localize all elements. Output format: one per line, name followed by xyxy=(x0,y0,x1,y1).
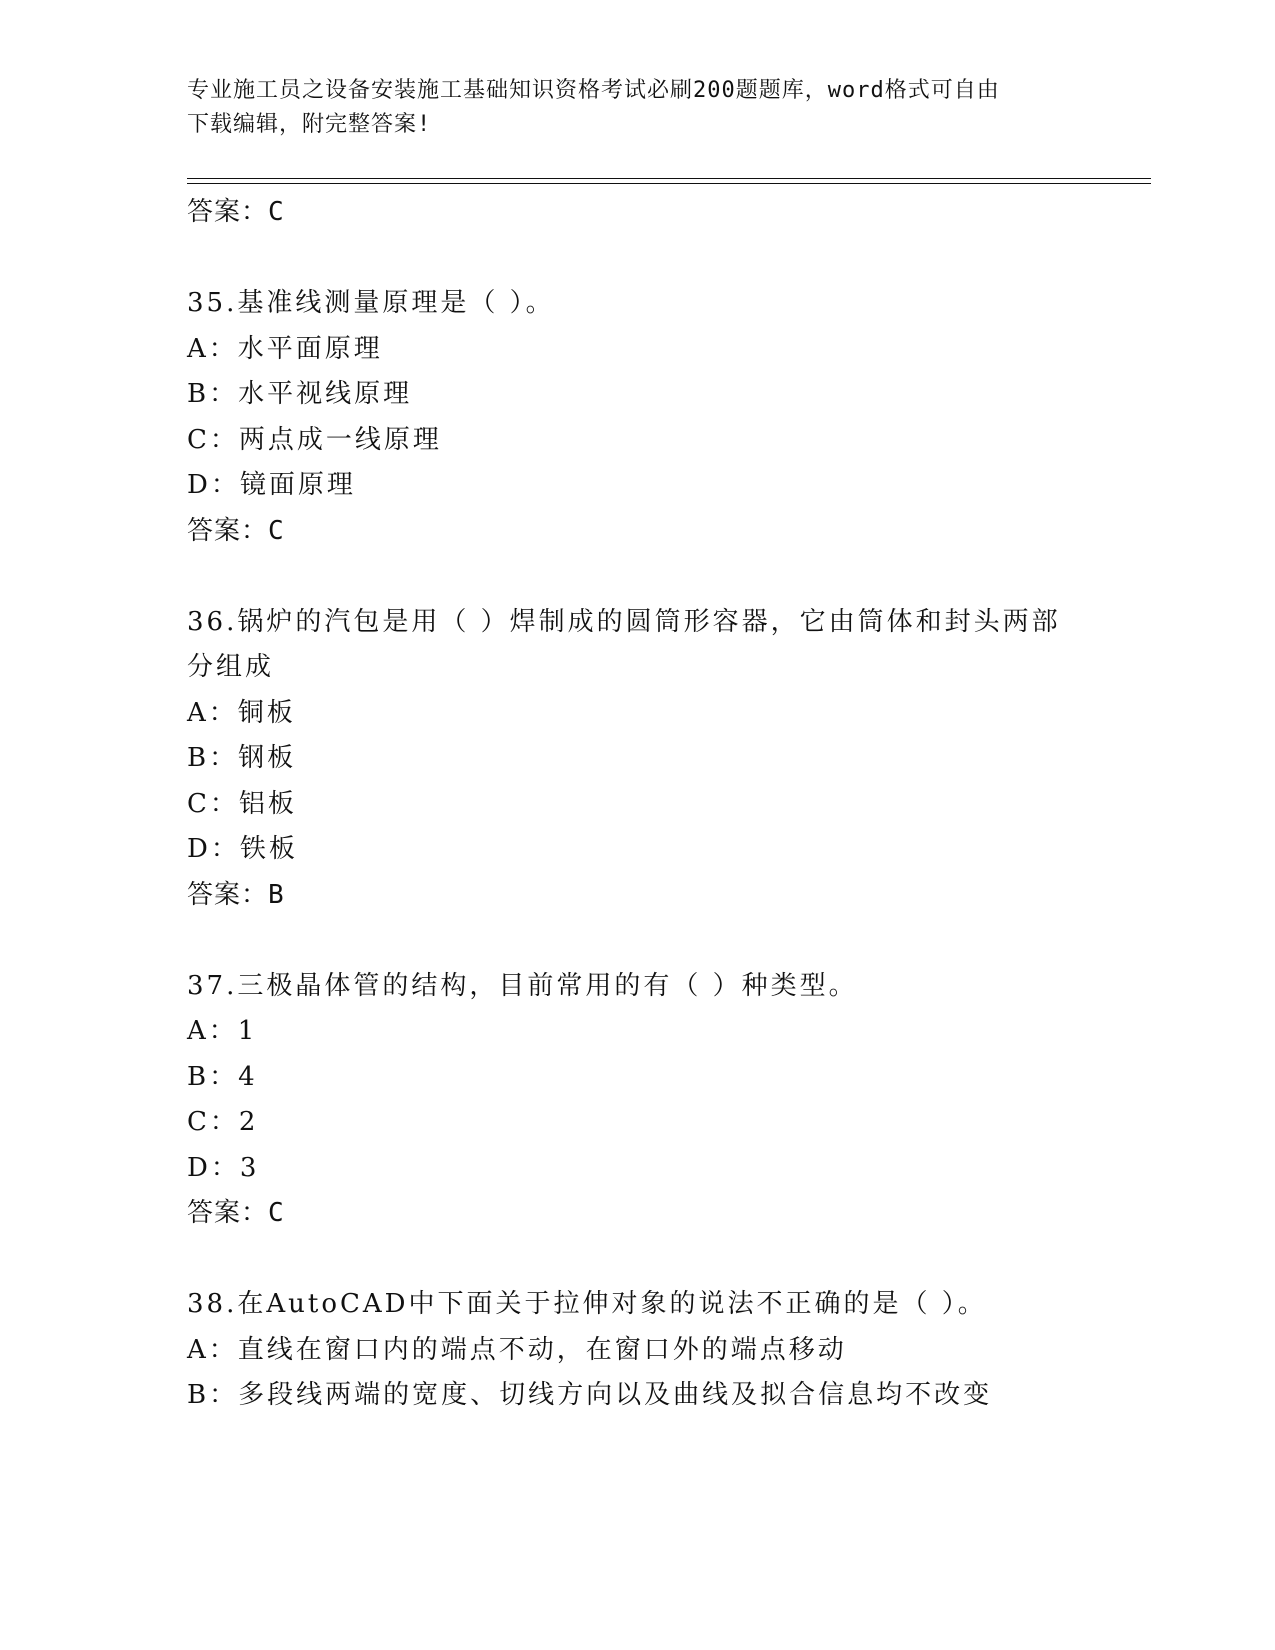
question-37 xyxy=(187,964,1067,1237)
option-a: A：水平面原理 xyxy=(187,333,383,364)
option-d: D：3 xyxy=(187,1152,260,1183)
document-header xyxy=(187,74,1067,142)
header-divider-top xyxy=(187,178,1151,179)
option-a: A：1 xyxy=(187,1016,258,1046)
option-b: B：4 xyxy=(187,1061,258,1092)
answer: 答案：C xyxy=(187,1198,285,1228)
question-stem-line-2: 分组成 xyxy=(187,652,275,682)
option-b: B：水平视线原理 xyxy=(187,379,413,409)
option-a: A：直线在窗口内的端点不动，在窗口外的端点移动 xyxy=(187,1334,847,1365)
question-35 xyxy=(187,281,1067,554)
question-list xyxy=(187,190,1067,1419)
answer: 答案：B xyxy=(187,879,285,910)
header-divider-bottom xyxy=(187,183,1151,184)
option-c: C：2 xyxy=(187,1107,259,1137)
option-a: A：铜板 xyxy=(187,697,296,728)
header-line-2: 下载编辑，附完整答案! xyxy=(187,112,432,137)
option-b: B：钢板 xyxy=(187,743,297,773)
option-c: C：铝板 xyxy=(187,788,297,819)
question-38 xyxy=(187,1282,1067,1419)
header-line-1: 专业施工员之设备安装施工基础知识资格考试必刷200题题库，word格式可自由 xyxy=(187,78,1000,103)
spacer xyxy=(187,236,1067,282)
option-d: D：镜面原理 xyxy=(187,470,356,500)
spacer xyxy=(187,1237,1067,1283)
question-stem: 38.在AutoCAD中下面关于拉伸对象的说法不正确的是（ ）。 xyxy=(187,1289,987,1319)
answer: 答案：C xyxy=(187,515,285,546)
spacer xyxy=(187,554,1067,600)
previous-answer: 答案：C xyxy=(187,197,285,227)
option-b: B：多段线两端的宽度、切线方向以及曲线及拟合信息均不改变 xyxy=(187,1380,993,1410)
question-stem: 35.基准线测量原理是（ ）。 xyxy=(187,288,555,318)
question-stem-line-1: 36.锅炉的汽包是用（ ）焊制成的圆筒形容器，它由筒体和封头两部 xyxy=(187,606,1061,637)
question-36 xyxy=(187,600,1067,919)
question-stem: 37.三极晶体管的结构，目前常用的有（ ）种类型。 xyxy=(187,970,858,1001)
spacer xyxy=(187,918,1067,964)
option-c: C：两点成一线原理 xyxy=(187,424,442,455)
option-d: D：铁板 xyxy=(187,834,298,864)
